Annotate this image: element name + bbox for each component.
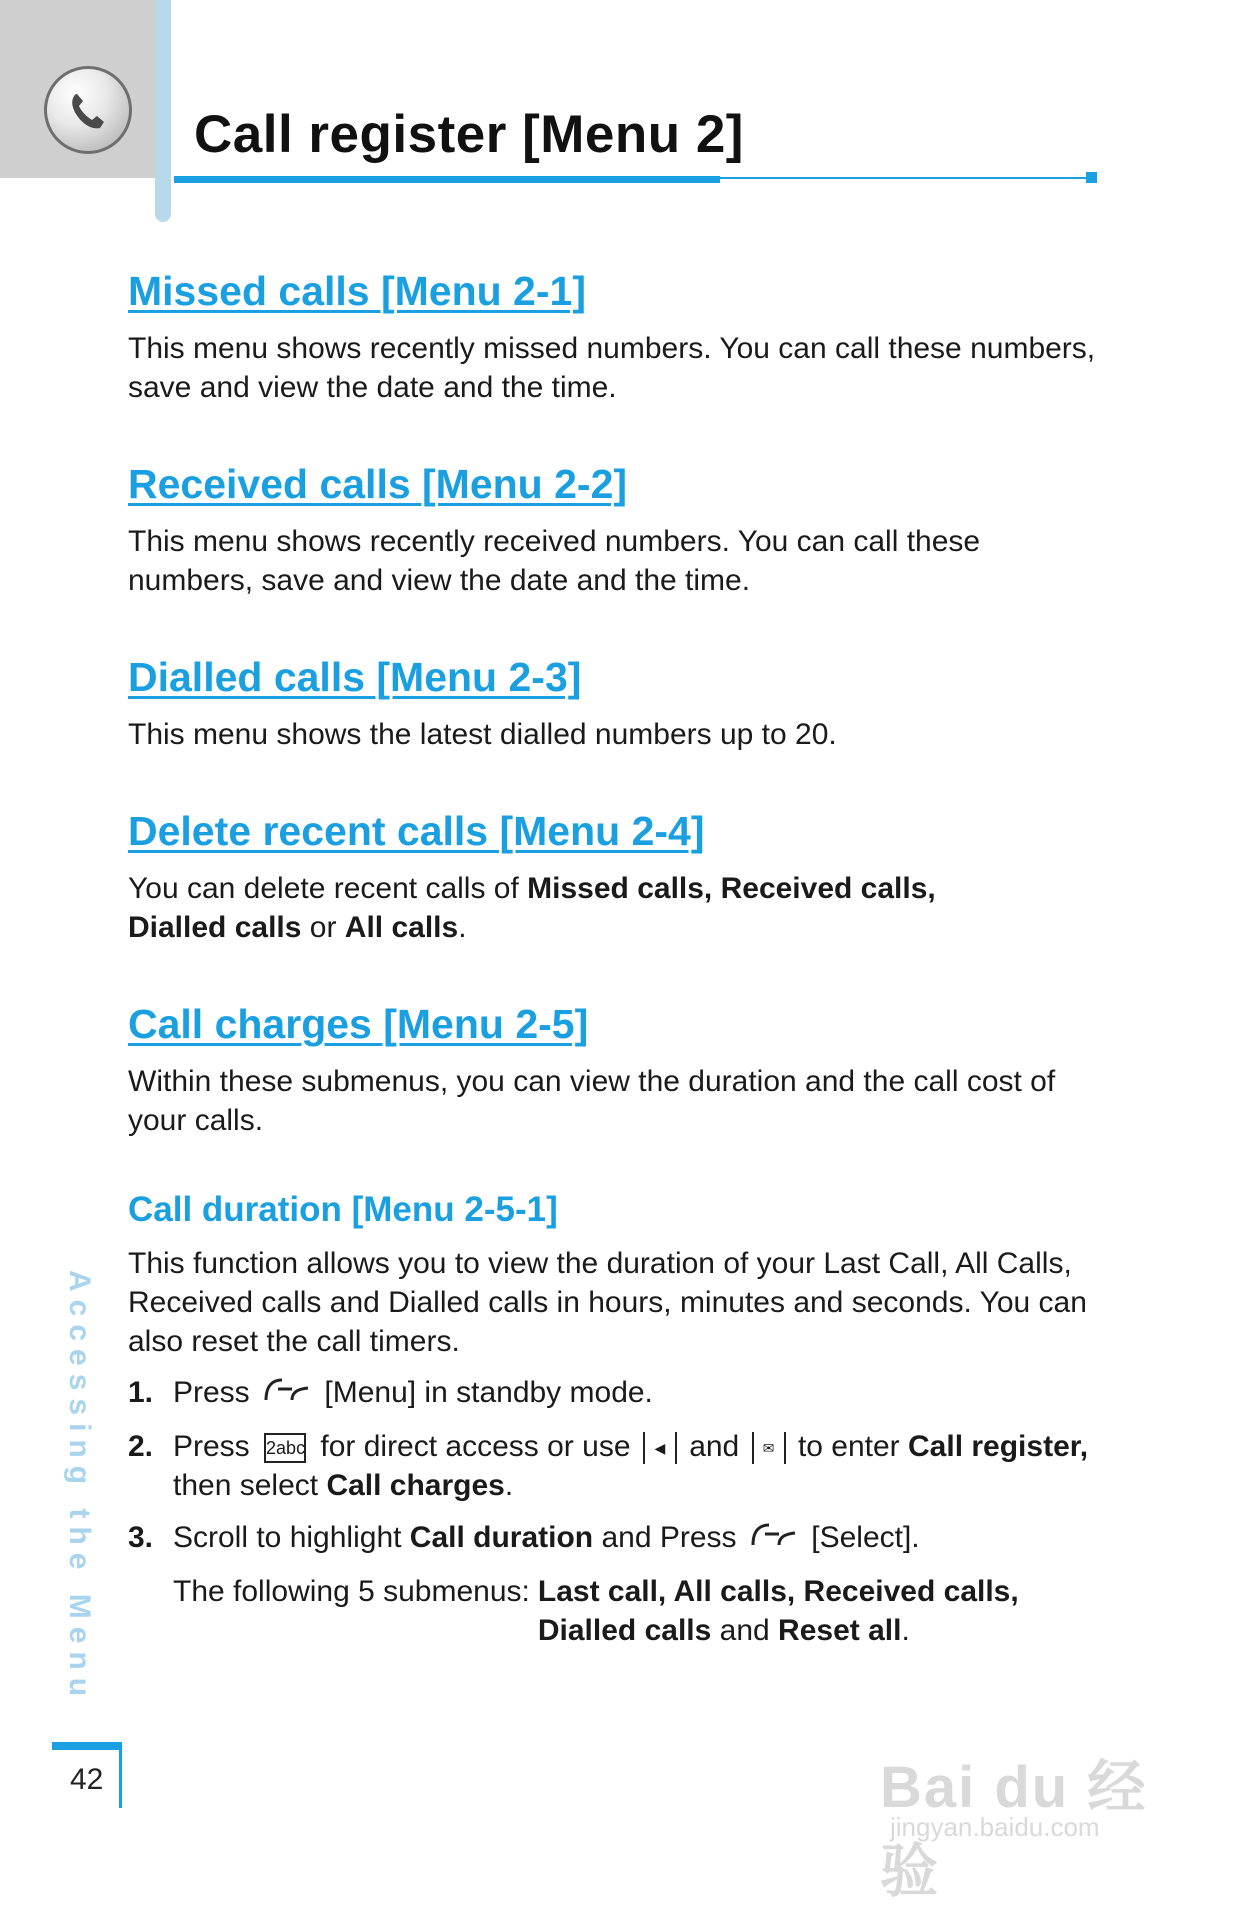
watermark-brand: Bai du 经验 (880, 1755, 1148, 1904)
header-side-bar (155, 0, 171, 222)
step-text: and (689, 1430, 740, 1464)
step-number: 3. (128, 1521, 154, 1555)
bold-text: Last call, All calls, Received calls, (537, 1575, 1019, 1609)
step-text: [Menu] in standby mode. (324, 1376, 653, 1409)
subsection-call-duration (128, 1190, 1098, 1650)
bold-text: Dialled calls (128, 911, 302, 944)
section-text (128, 869, 1098, 947)
section-text: Within these submenus, you can view the duration and the call cost of your calls. (128, 1065, 1056, 1137)
page-number: 42 (70, 1763, 104, 1796)
section-heading: Missed calls [Menu 2-1] (128, 268, 586, 314)
section-text: This menu shows recently missed numbers. You can call these numbers, save and view the date and the time. (128, 332, 1096, 404)
title-rule-end-square (1086, 172, 1097, 183)
step-text: for direct access or use (320, 1430, 631, 1464)
bold-text: Call charges (326, 1469, 505, 1503)
section-dialled-calls (128, 654, 1098, 754)
step-number: 1. (128, 1376, 154, 1409)
submenus-list (530, 1572, 1019, 1650)
title-underline (174, 176, 720, 183)
nav-left-key-icon: ◀ (643, 1432, 677, 1464)
phone-handset-icon (44, 66, 132, 154)
step-text: and Press (593, 1521, 737, 1555)
page-title: Call register [Menu 2] (194, 105, 744, 164)
step-text: Press (173, 1430, 250, 1464)
section-text: This menu shows recently received numbers. You can call these numbers, save and view the date and the time. (128, 525, 981, 597)
key-2-icon: 2abc (264, 1433, 306, 1463)
left-soft-key-icon (749, 1519, 799, 1559)
left-soft-key-icon (262, 1374, 312, 1414)
title-rule-extension (720, 177, 1094, 179)
section-delete-recent-calls (128, 808, 1098, 947)
section-heading: Delete recent calls [Menu 2-4] (128, 808, 705, 854)
text-run: You can delete recent calls of (128, 872, 528, 905)
step-item (128, 1373, 1098, 1414)
step-item (128, 1518, 1098, 1559)
subsection-heading: Call duration [Menu 2-5-1] (128, 1190, 558, 1229)
step-text: then select (173, 1469, 327, 1503)
text-run: or (301, 911, 345, 944)
section-missed-calls (128, 268, 1098, 407)
bold-text: Call register, (908, 1430, 1089, 1464)
baidu-watermark (880, 1700, 1180, 1904)
text-run: . (901, 1614, 910, 1648)
step-item (128, 1427, 1098, 1505)
nav-right-key-icon: ✉ (752, 1432, 786, 1464)
step-text: Press (173, 1376, 250, 1409)
section-call-charges (128, 1001, 1098, 1140)
watermark-url: jingyan.baidu.com (890, 1812, 1100, 1842)
text-run: and (711, 1614, 779, 1648)
step-number: 2. (128, 1430, 154, 1464)
side-tab-label: Accessing the Menu (63, 1270, 96, 1705)
bold-text: Dialled calls (537, 1614, 712, 1648)
section-heading: Call charges [Menu 2-5] (128, 1001, 589, 1047)
page-content (128, 268, 1098, 1650)
text-run: . (458, 911, 467, 944)
step-text: . (504, 1469, 514, 1503)
section-heading: Dialled calls [Menu 2-3] (128, 654, 582, 700)
section-received-calls (128, 461, 1098, 600)
bold-text: All calls (344, 911, 459, 944)
bold-text: Reset all (778, 1614, 902, 1648)
bold-text: Missed calls, Received calls, (527, 872, 936, 905)
section-heading: Received calls [Menu 2-2] (128, 461, 628, 507)
section-text: This menu shows the latest dialled numbers up to 20. (128, 718, 837, 751)
step-text: to enter (797, 1430, 900, 1464)
steps-list (128, 1373, 1098, 1559)
step-text: Scroll to highlight (173, 1521, 410, 1555)
step-text: [Select]. (811, 1521, 920, 1555)
submenus-note (128, 1572, 1098, 1650)
subsection-text: This function allows you to view the duration of your Last Call, All Calls, Received calls and Dialled calls in hours, minutes and seconds. You can also reset the call timers. (128, 1247, 1087, 1358)
bold-text: Call duration (409, 1521, 594, 1555)
submenus-lead: The following 5 submenus: (173, 1575, 530, 1609)
